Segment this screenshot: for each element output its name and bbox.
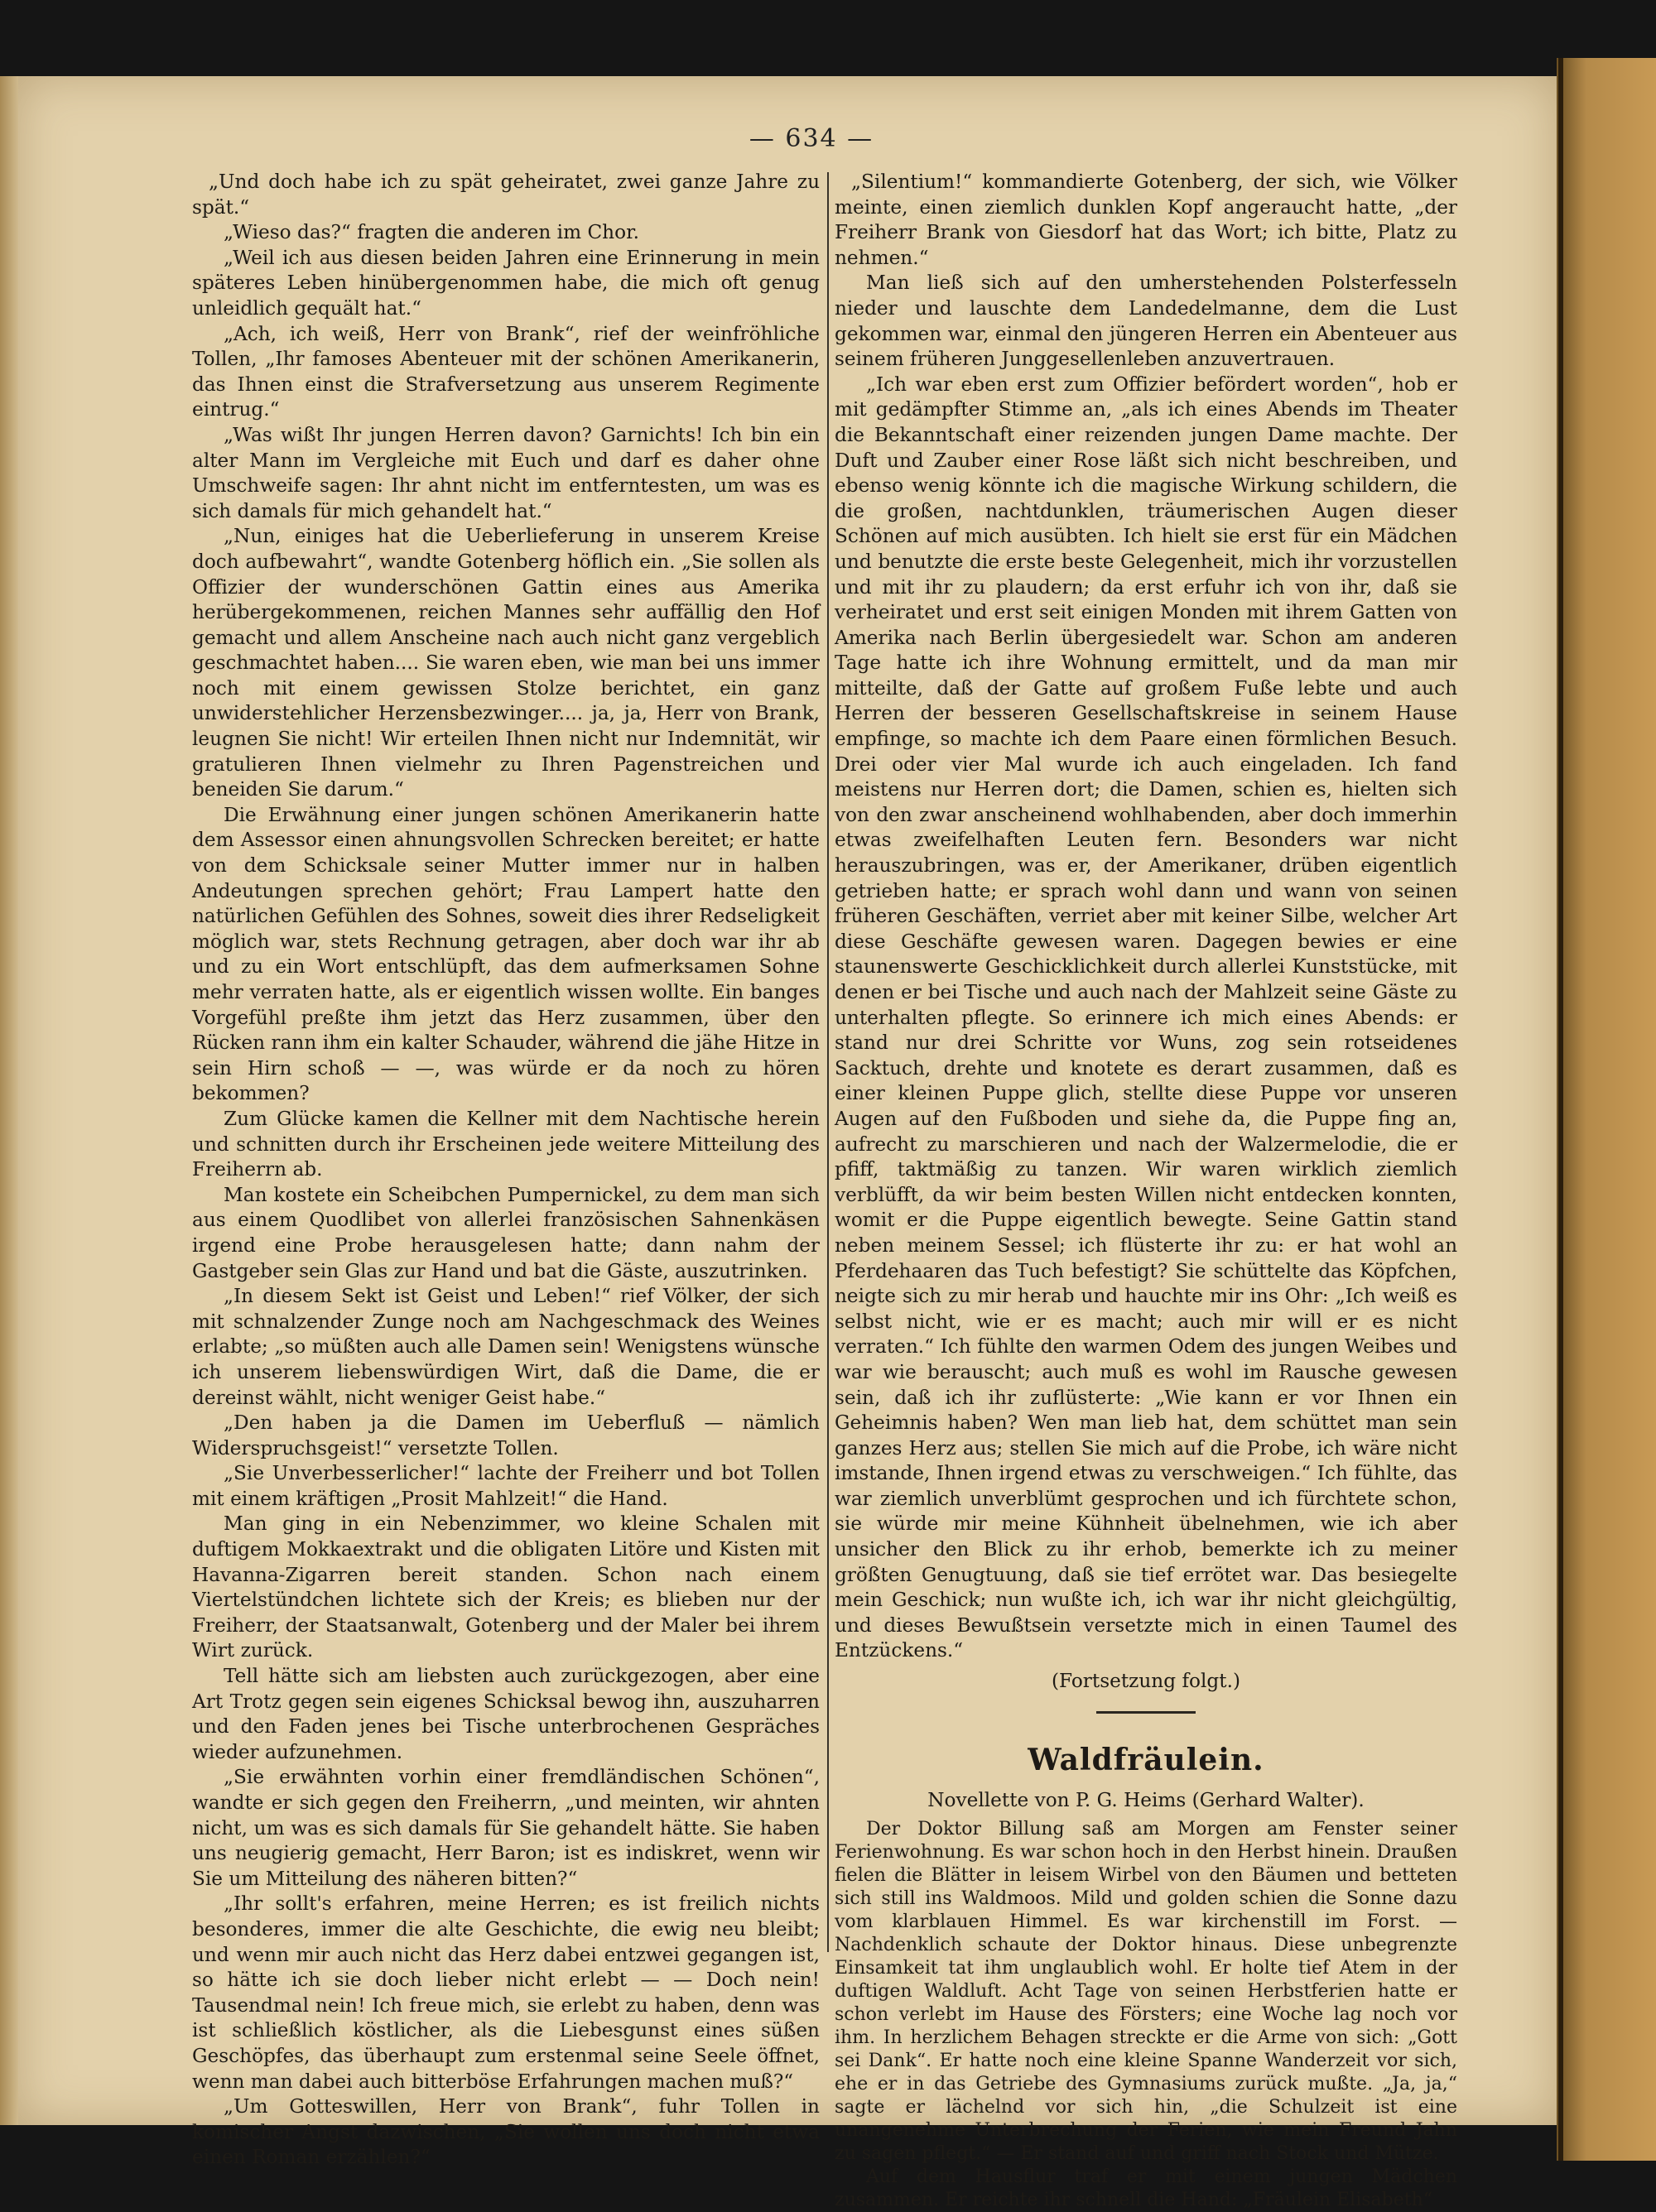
paragraph: „In diesem Sekt ist Geist und Leben!“ rief Völker, der sich mit schnalzender Zunge noch am Nachgeschmack des Weines erlabte; „so müßten auch alle Damen sein! Wenigstens wünsche ich unserem liebenswürdigen Wirt, daß die Dame, die er dereinst wählt, nicht weniger Geist habe.“: [192, 1285, 820, 1409]
left-column: [192, 170, 820, 2171]
paragraph: „Ihr sollt's erfahren, meine Herren; es ist freilich nichts besonderes, immer die alte Geschichte, die ewig neu bleibt; und wenn mir auch nicht das Herz dabei entzwei gegangen ist, so hätte ich sie doch lieber nicht erlebt — — Doch nein! Tausendmal nein! Ich freue mich, sie erlebt zu haben, denn was ist schließlich köstlicher, als die Liebesgunst eines süßen Geschöpfes, das überhaupt zum erstenmal seine Seele öffnet, wenn man dabei auch bitterböse Erfahrungen machen muß?“: [192, 1892, 820, 2093]
paragraph: „Was wißt Ihr jungen Herren davon? Garnichts! Ich bin ein alter Mann im Vergleiche mit Euch und darf es daher ohne Umschweife sagen: Ihr ahnt nicht im entferntesten, um was es sich damals für mich gehandelt hat.“: [192, 423, 820, 522]
paragraph: Tell hätte sich am liebsten auch zurückgezogen, aber eine Art Trotz gegen sein eigenes Schicksal bewog ihn, auszuharren und den Faden jenes bei Tische unterbrochenen Gespräches wieder aufzunehmen.: [192, 1665, 820, 1763]
paragraph: „Weil ich aus diesen beiden Jahren eine Erinnerung in mein späteres Leben hinübergenommen habe, die mich oft genug unleidlich gequält hat.“: [192, 246, 820, 320]
continuation-note: (Fortsetzung folgt.): [1051, 1670, 1240, 1693]
paragraph: „Um Gotteswillen, Herr von Brank“, fuhr Tollen in komischer Angst dazwischen, „Sie wollen uns doch nicht etwa einen Roman erzählen?“: [192, 2095, 820, 2169]
paragraph: „Silentium!“ kommandierte Gotenberg, der sich, wie Völker meinte, einen ziemlich dunklen Kopf angeraucht hatte, „der Freiherr Brank von Giesdorf hat das Wort; ich bitte, Platz zu nehmen.“: [835, 171, 1457, 269]
section-divider: [1096, 1711, 1196, 1714]
paragraph: „Den haben ja die Damen im Ueberfluß — nämlich Widerspruchsgeist!“ versetzte Tollen.: [192, 1411, 820, 1459]
paragraph: „Ich war eben erst zum Offizier befördert worden“, hob er mit gedämpfter Stimme an, „als ich eines Abends im Theater die Bekanntschaft einer reizenden jungen Dame machte. Der Duft und Zauber einer Rose läßt sich nicht beschreiben, und ebenso wenig könnte ich die magische Wirkung schildern, die die großen, nachtdunklen, träumerischen Augen dieser Schönen auf mich ausübten. Ich hielt sie erst für ein Mädchen und benutzte die erste beste Gelegenheit, mich ihr vorzustellen und mit ihr zu plaudern; da erst erfuhr ich von ihr, daß sie verheiratet und erst seit einigen Monden mit ihrem Gatten von Amerika nach Berlin übergesiedelt war. Schon am anderen Tage hatte ich ihre Wohnung ermittelt, und da man mir mitteilte, daß der Gatte auf großem Fuße lebte und auch Herren der besseren Gesellschaftskreise in seinem Hause empfinge, so machte ich dem Paare einen förmlichen Besuch. Drei oder vier Mal wurde ich auch eingeladen. Ich fand meistens nur Herren dort; die Damen, schien es, hielten sich von den zwar anscheinend wohlhabenden, aber doch immerhin etwas zweifelhaften Leuten fern. Besonders war nicht herauszubringen, was er, der Amerikaner, drüben eigentlich getrieben hatte; er sprach wohl dann und wann von seinen früheren Geschäften, verriet aber mit keiner Silbe, welcher Art diese Geschäfte gewesen waren. Dagegen bewies er eine staunenswerte Geschicklichkeit durch allerlei Kunststücke, mit denen er bei Tische und auch nach der Mahlzeit seine Gäste zu unterhalten pflegte. So erinnere ich mich eines Abends: er stand nur drei Schritte vor Wuns, zog sein rotseidenes Sacktuch, drehte und knotete es derart zusammen, daß es einer kleinen Puppe glich, stellte diese Puppe vor unseren Augen auf den Fußboden und siehe da, die Puppe fing an, aufrecht zu marschieren und nach der Walzermelodie, die er pfiff, taktmäßig zu tanzen. Wir waren wirklich ziemlich verblüfft, da wir beim besten Willen nicht entdecken konnten, womit er die Puppe eigentlich bewegte. Seine Gattin stand neben meinem Sessel; ich flüsterte ihr zu: er hat wohl an Pferdehaaren das Tuch befestigt? Sie schüttelte das Köpfchen, neigte sich zu mir herab und hauchte mir ins Ohr: „Ich weiß es selbst nicht, wie er es macht; auch mir will er es nicht verraten.“ Ich fühlte den warmen Odem des jungen Weibes und war wie berauscht; auch muß es wohl im Rausche gewesen sein, daß ich ihr zuflüsterte: „Wie kann er vor Ihnen ein Geheimnis haben? Wen man lieb hat, dem schüttet man sein ganzes Herz aus; stellen Sie mich auf die Probe, ich wäre nicht imstande, Ihnen irgend etwas zu verschweigen.“ Ich fühlte, das war ziemlich unverblümt gesprochen und ich fürchtete schon, sie würde mir meine Kühnheit übelnehmen, wie ich aber unsicher den Blick zu ihr erhob, bemerkte ich zu meiner größten Genugtuung, daß sie tief errötet war. Das besiegelte mein Geschick; nun wußte ich, ich war ihr nicht gleichgültig, und dieses Bewußtsein versetzte mich in einen Taumel des Entzückens.“: [835, 373, 1457, 1662]
paragraph: „Und doch habe ich zu spät geheiratet, zwei ganze Jahre zu spät.“: [192, 171, 820, 219]
paragraph: Man kostete ein Scheibchen Pumpernickel, zu dem man sich aus einem Quodlibet von allerlei französischen Sahnenkäsen irgend eine Probe herausgelesen hatte; dann nahm der Gastgeber sein Glas zur Hand und bat die Gäste, auszutrinken.: [192, 1183, 820, 1282]
right-column: [835, 170, 1457, 2212]
paragraph: Auf dem Hausflur traf er mit einem jungen Mädchen zusammen. Er reichte ihr schnell die Hand: „Fräulein Elisabeth“: [835, 2166, 1457, 2211]
paragraph: „Ach, ich weiß, Herr von Brank“, rief der weinfröhliche Tollen, „Ihr famoses Abenteuer mit der schönen Amerikanerin, das Ihnen einst die Strafversetzung aus unserem Regimente eintrug.“: [192, 322, 820, 421]
paragraph: „Wieso das?“ fragten die anderen im Chor.: [224, 221, 639, 244]
story-byline: Novellette von P. G. Heims (Gerhard Walter).: [927, 1788, 1365, 1811]
page-stack-edge: [0, 76, 20, 2125]
column-divider: [827, 172, 829, 1952]
paragraph: Der Doktor Billung saß am Morgen am Fenster seiner Ferienwohnung. Es war schon hoch in den Herbst hinein. Draußen fielen die Blätter in leisem Wirbel von den Bäumen und betteten sich still ins Waldmoos. Mild und golden schien die Sonne dazu vom klarblauen Himmel. Es war kirchenstill im Forst. — Nachdenklich schaute der Doktor hinaus. Diese unbegrenzte Einsamkeit tat ihm unglaublich wohl. Er holte tief Atem in der duftigen Waldluft. Acht Tage von seinen Herbstferien hatte er schon verlebt im Hause des Försters; eine Woche lag noch vor ihm. In herzlichem Behagen streckte er die Arme von sich: „Gott sei Dank“. Er hatte noch eine kleine Spanne Wanderzeit vor sich, ehe er in das Getriebe des Gymnasiums zurück mußte. „Ja, ja,“ sagte er lächelnd vor sich hin, „die Schulzeit ist eine unangenehme Unterbrechung der Ferien, wie mein Freund Jahn zu sagen pflegt.“ — Er stand auf und griff nach Stock und Mütze.: [835, 1819, 1457, 2165]
paragraph: „Sie Unverbesserlicher!“ lachte der Freiherr und bot Tollen mit einem kräftigen „Prosit Mahlzeit!“ die Hand.: [192, 1462, 820, 1510]
paragraph: Man ließ sich auf den umherstehenden Polsterfesseln nieder und lauschte dem Landedelmanne, dem die Lust gekommen war, einmal den jüngeren Herren ein Abenteuer aus seinem früheren Junggesellenleben anzuvertrauen.: [835, 272, 1457, 371]
story-title: Waldfräulein.: [1028, 1742, 1264, 1777]
story-body: [835, 1818, 1457, 2212]
paragraph: „Nun, einiges hat die Ueberlieferung in unserem Kreise doch aufbewahrt“, wandte Gotenberg höflich ein. „Sie sollen als Offizier der wunderschönen Gattin eines aus Amerika herübergekommenen, reichen Mannes sehr auffällig den Hof gemacht und allem Anscheine nach auch nicht ganz vergeblich geschmachtet haben.... Sie waren eben, wie man bei uns immer noch mit einem gewissen Stolze berichtet, ein ganz unwiderstehlicher Herzensbezwinger.... ja, ja, Herr von Brank, leugnen Sie nicht! Wir erteilen Ihnen nicht nur Indemnität, wir gratulieren Ihnen vielmehr zu Ihren Pagenstreichen und beneiden Sie darum.“: [192, 525, 820, 801]
page-number: — 634 —: [749, 124, 874, 153]
paragraph: „Sie erwähnten vorhin einer fremdländischen Schönen“, wandte er sich gegen den Freiherrn, „und meinten, wir ahnten nicht, um was es sich damals für Sie gehandelt hätte. Sie haben uns neugierig gemacht, Herr Baron; ist es indiskret, wenn wir Sie um Mitteilung des näheren bitten?“: [192, 1766, 820, 1890]
adjacent-page-edge: [1557, 58, 1656, 2161]
paragraph: Die Erwähnung einer jungen schönen Amerikanerin hatte dem Assessor einen ahnungsvollen Schrecken bereitet; er hatte von dem Schicksale seiner Mutter immer nur in halben Andeutungen sprechen gehört; Frau Lampert hatte den natürlichen Gefühlen des Sohnes, soweit dies ihrer Redseligkeit möglich war, stets Rechnung getragen, aber doch war ihr ab und zu ein Wort entschlüpft, das dem aufmerksamen Sohne mehr verraten hatte, als er eigentlich wissen wollte. Ein banges Vorgefühl preßte ihm jetzt das Herz zusammen, über den Rücken rann ihm ein kalter Schauder, während die jähe Hitze in sein Hirn schoß — —, was würde er da noch zu hören bekommen?: [192, 803, 820, 1105]
book-gutter: [1558, 58, 1563, 2161]
paragraph: Zum Glücke kamen die Kellner mit dem Nachtische herein und schnitten durch ihr Erscheinen jede weitere Mitteilung des Freiherrn ab.: [192, 1107, 820, 1181]
paragraph: Man ging in ein Nebenzimmer, wo kleine Schalen mit duftigem Mokkaextrakt und die obligaten Litöre und Kisten mit Havanna-Zigarren bereit standen. Schon nach einem Viertelstündchen lichtete sich der Kreis; es blieben nur der Freiherr, der Staatsanwalt, Gotenberg und der Maler bei ihrem Wirt zurück.: [192, 1512, 820, 1662]
